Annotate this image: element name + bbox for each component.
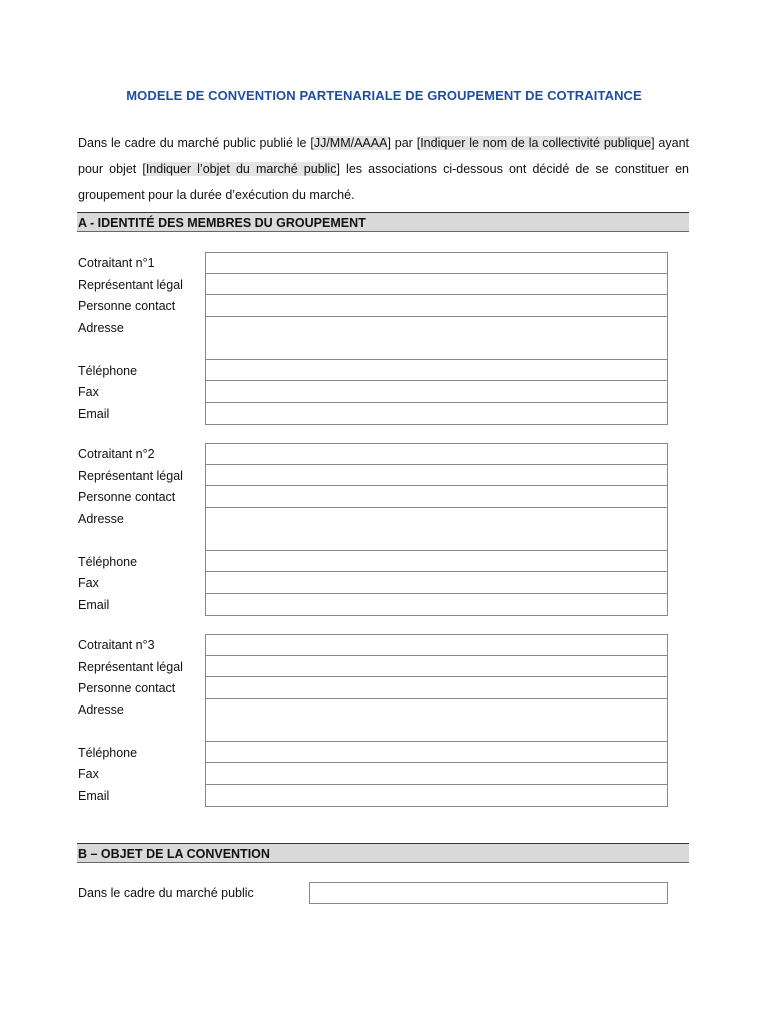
adresse-label: Adresse (78, 702, 124, 717)
contact-label: Personne contact (78, 299, 176, 314)
document-title: MODELE DE CONVENTION PARTENARIALE DE GROUPEMENT DE COTRAITANCE (126, 88, 642, 103)
member-1-row-contact (0, 295, 768, 317)
adresse-label: Adresse (78, 320, 124, 335)
representant-label: Représentant légal (78, 277, 183, 292)
intro-text-1: Dans le cadre du marché public publié le [ (78, 135, 314, 150)
telephone-label: Téléphone (78, 554, 138, 569)
member-2-row-email (0, 594, 768, 616)
member-1-row-cotraitant (0, 252, 768, 274)
telephone-label: Téléphone (78, 745, 138, 760)
intro-text-3: ] ayant pour objet [ (78, 135, 689, 176)
intro-paragraph (78, 130, 689, 208)
email-field[interactable] (205, 594, 668, 616)
email-label: Email (78, 406, 110, 421)
intro-text-4: ] les associations ci-dessous ont décidé de se constituer en groupement pour la durée d’exécution du marché. (78, 161, 690, 202)
member-3-row-email (0, 785, 768, 807)
member-block-1 (0, 252, 768, 425)
member-3-row-adresse (0, 699, 768, 742)
adresse-field[interactable] (205, 699, 668, 742)
email-field[interactable] (205, 403, 668, 425)
email-field[interactable] (205, 785, 668, 807)
contact-field[interactable] (205, 677, 668, 699)
member-1-row-representant (0, 274, 768, 296)
member-1-row-email (0, 403, 768, 425)
fax-field[interactable] (205, 381, 668, 403)
marche-public-field[interactable] (309, 882, 668, 904)
fax-field[interactable] (205, 572, 668, 594)
representant-label: Représentant légal (78, 468, 183, 483)
member-3-row-contact (0, 677, 768, 699)
intro-text-2: ] par [ (387, 135, 421, 150)
fax-label: Fax (78, 576, 99, 591)
member-3-row-cotraitant (0, 634, 768, 656)
member-2-row-contact (0, 486, 768, 508)
email-label: Email (78, 597, 110, 612)
member-3-row-telephone (0, 742, 768, 764)
member-1-row-telephone (0, 360, 768, 382)
fax-field[interactable] (205, 763, 668, 785)
member-2-row-adresse (0, 508, 768, 551)
representant-field[interactable] (205, 465, 668, 487)
adresse-field[interactable] (205, 317, 668, 360)
fax-label: Fax (78, 767, 99, 782)
representant-field[interactable] (205, 274, 668, 296)
representant-field[interactable] (205, 656, 668, 678)
member-3-row-fax (0, 763, 768, 785)
contact-label: Personne contact (78, 490, 176, 505)
representant-label: Représentant légal (78, 659, 183, 674)
section-a-header: A - IDENTITÉ DES MEMBRES DU GROUPEMENT (77, 212, 689, 232)
fax-label: Fax (78, 385, 99, 400)
contact-field[interactable] (205, 295, 668, 317)
member-1-row-fax (0, 381, 768, 403)
telephone-field[interactable] (205, 551, 668, 573)
member-1-row-adresse (0, 317, 768, 360)
cotraitant-field[interactable] (205, 252, 668, 274)
date-placeholder[interactable]: JJ/MM/AAAA (313, 135, 388, 150)
member-2-row-telephone (0, 551, 768, 573)
email-label: Email (78, 788, 110, 803)
cotraitant-label: Cotraitant n°3 (78, 638, 155, 652)
cotraitant-label: Cotraitant n°2 (78, 447, 155, 461)
collectivite-placeholder[interactable]: Indiquer le nom de la collectivité publique (420, 135, 652, 150)
contact-field[interactable] (205, 486, 668, 508)
telephone-field[interactable] (205, 742, 668, 764)
cotraitant-label: Cotraitant n°1 (78, 256, 155, 270)
member-2-row-cotraitant (0, 443, 768, 465)
cotraitant-field[interactable] (205, 443, 668, 465)
marche-public-row (0, 882, 768, 904)
member-block-2 (0, 443, 768, 616)
member-3-row-representant (0, 656, 768, 678)
objet-placeholder[interactable]: Indiquer l’objet du marché public (145, 161, 337, 176)
member-2-row-fax (0, 572, 768, 594)
marche-public-label: Dans le cadre du marché public (78, 886, 254, 900)
member-2-row-representant (0, 465, 768, 487)
section-b-header: B – OBJET DE LA CONVENTION (77, 843, 689, 863)
telephone-label: Téléphone (78, 363, 138, 378)
contact-label: Personne contact (78, 681, 176, 696)
cotraitant-field[interactable] (205, 634, 668, 656)
telephone-field[interactable] (205, 360, 668, 382)
member-block-3 (0, 634, 768, 807)
adresse-field[interactable] (205, 508, 668, 551)
adresse-label: Adresse (78, 511, 124, 526)
